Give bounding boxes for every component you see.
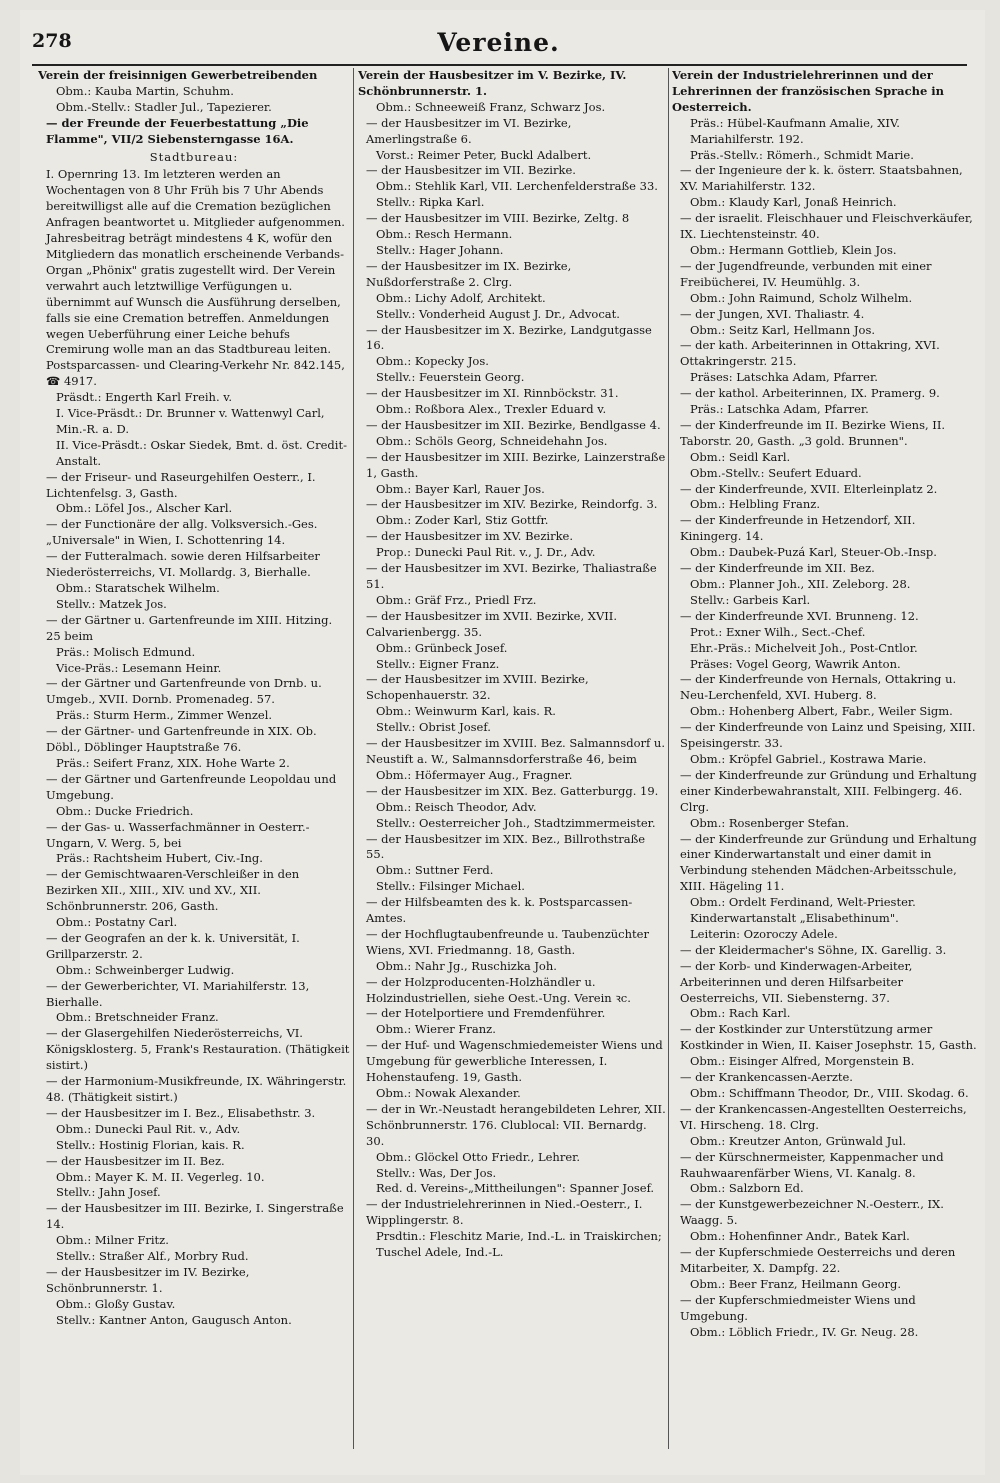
officer-line: Präs.: Rachtsheim Hubert, Civ.-Ing. [56, 851, 263, 866]
column-3 [672, 68, 978, 1451]
entry: — der Gärtner und Gartenfreunde Leopoldau und Umgebung. [46, 771, 337, 802]
officer-line: Obm.: Löfel Jos., Alscher Karl. [56, 501, 233, 516]
entry: — der Kupferschmiede Oesterreichs und deren Mitarbeiter, X. Dampfg. 22. [680, 1245, 956, 1275]
entry: — der Jugendfreunde, verbunden mit einer Freibücherei, IV. Heumühlg. 3. [680, 258, 932, 289]
officer-line: Präs.: Hübel-Kaufmann Amalie, XIV. Mariahilferstr. 192. [690, 115, 900, 146]
entry: — der Harmonium-Musikfreunde, IX. Währingerstr. 48. (Thätigkeit sistirt.) [46, 1074, 347, 1104]
entry: — der Kinderfreunde zur Gründung und Erhaltung einer Kinderwartanstalt und einer damit in Verbindung stehenden Mädchen-Arbeitsschule, XIII. Hägeling 11. [680, 831, 977, 894]
officer-line: Obm.: Gräf Frz., Priedl Frz. [376, 592, 537, 607]
entry: — der Kinderfreunde XVI. Brunneng. 12. [680, 608, 919, 623]
officer-line: Obm.: Dunecki Paul Rit. v., Adv. [56, 1121, 241, 1136]
officer-line: Obm.-Stellv.: Seufert Eduard. [690, 465, 862, 480]
officer-line: Obm.: Roßbora Alex., Trexler Eduard v. [376, 402, 607, 417]
officer-line: Stellv.: Oesterreicher Joh., Stadtzimmermeister. [376, 815, 656, 830]
officer-line: Stellv.: Eigner Franz. [376, 656, 500, 671]
officer-line: Obm.: John Raimund, Scholz Wilhelm. [690, 290, 913, 305]
officer-line: Obm.: Ducke Friedrich. [56, 803, 194, 818]
officer-line: Obm.: Seidl Karl. [690, 449, 791, 464]
officer-line: Obm.: Postatny Carl. [56, 915, 178, 930]
entry: — der Kleidermacher's Söhne, IX. Garellig. 3. [680, 942, 947, 957]
entry: — der Kinderfreunde von Hernals, Ottakring u. Neu-Lerchenfeld, XVI. Huberg. 8. [680, 672, 957, 703]
entry: — der Geografen an der k. k. Universität, I. Grillparzerstr. 2. [46, 930, 300, 961]
entry: — der Gemischtwaaren-Verschleißer in den Bezirken XII., XIII., XIV. und XV., XII. Schönbrunnerstr. 206, Gasth. [46, 867, 300, 914]
entry: — der Kostkinder zur Unterstützung armer Kostkinder in Wien, II. Kaiser Josephstr. 15, Gasth. [680, 1022, 977, 1053]
entry: — der Kürschnermeister, Kappenmacher und Rauhwaarenfärber Wiens, VI. Kanalg. 8. [680, 1149, 944, 1180]
officer-line: Obm.: Klaudy Karl, Jonaß Heinrich. [690, 195, 897, 210]
officer-line: Obm.: Glöckel Otto Friedr., Lehrer. [376, 1149, 581, 1164]
officer-line: Stellv.: Feuerstein Georg. [376, 370, 525, 385]
entry: — der Hausbesitzer im II. Bez. [46, 1153, 225, 1168]
officer-line: Stellv.: Obrist Josef. [376, 720, 491, 735]
officer-line: Obm.: Nowak Alexander. [376, 1086, 521, 1100]
officer-line: Obm.: Hermann Gottlieb, Klein Jos. [690, 242, 897, 257]
entry: — der Huf- und Wagenschmiedemeister Wiens und Umgebung für gewerbliche Interessen, I. Hohenstaufeng. 19, Gasth. [366, 1038, 663, 1085]
entry: — der Kinderfreunde in Hetzendorf, XII. Kiningerg. 14. [680, 513, 916, 544]
officer-line: Obm.: Salzborn Ed. [690, 1181, 804, 1196]
officer-line: Leiterin: Ozoroczy Adele. [690, 926, 838, 941]
officer-line: Obm.: Staratschek Wilhelm. [56, 581, 220, 595]
entry: — der Hausbesitzer im X. Bezirke, Landgutgasse 16. [366, 322, 652, 353]
officer-line: Stellv.: Garbeis Karl. [690, 592, 811, 607]
page-title: Vereine. [437, 28, 560, 57]
entry: — der israelit. Fleischhauer und Fleischverkäufer, IX. Liechtensteinstr. 40. [680, 211, 973, 242]
officer-line: Obm.: Planner Joh., XII. Zeleborg. 28. [690, 577, 911, 591]
entry: — der Hausbesitzer im XV. Bezirke. [366, 529, 574, 544]
officer-line: Obm.: Seitz Karl, Hellmann Jos. [690, 322, 876, 337]
page [20, 10, 985, 1475]
officer-line: Obm.: Eisinger Alfred, Morgenstein B. [690, 1054, 915, 1069]
section-heading: Stadtbureau: [149, 149, 239, 164]
column-divider-2 [668, 68, 669, 1449]
officer-line: Obm.: Kopecky Jos. [376, 354, 489, 369]
entry: — der Hausbesitzer im IV. Bezirke, Schönbrunnerstr. 1. [46, 1264, 250, 1295]
entry: — der Hausbesitzer im XIII. Bezirke, Lainzerstraße 1, Gasth. [366, 449, 666, 480]
officer-line: Obm.: Suttner Ferd. [376, 863, 494, 878]
officer-line: Obm.: Mayer K. M. II. Vegerleg. 10. [56, 1169, 265, 1184]
officer-line: II. Vice-Präsdt.: Oskar Siedek, Bmt. d. öst. Credit-Anstalt. [56, 437, 347, 468]
officer-line: Stellv.: Ripka Karl. [376, 195, 485, 210]
officer-line: Obm.: Schneeweiß Franz, Schwarz Jos. [376, 99, 606, 114]
officer-line: Obm.: Resch Hermann. [376, 227, 513, 242]
officer-line: Prop.: Dunecki Paul Rit. v., J. Dr., Adv. [376, 545, 596, 560]
entry: — der Kinderfreunde zur Gründung und Erhaltung einer Kinderbewahranstalt, XIII. Felbingerg. 46. Clrg. [680, 767, 977, 814]
entry: — der Hausbesitzer im XVIII. Bez. Salmannsdorf u. Neustift a. W., Salmannsdorferstraße 46, beim [366, 736, 665, 766]
officer-line: Obm.: Höfermayer Aug., Fragner. [376, 767, 573, 782]
entry: — der Friseur- und Raseurgehilfen Oesterr., I. Lichtenfelsg. 3, Gasth. [46, 469, 316, 500]
officer-line: Stellv.: Vonderheid August J. Dr., Advocat. [376, 306, 620, 321]
officer-line: Stellv.: Straßer Alf., Morbry Rud. [56, 1249, 249, 1264]
entry: — der Krankencassen-Angestellten Oesterreichs, VI. Hirscheng. 18. Clrg. [680, 1101, 967, 1132]
officer-line: Obm.: Löblich Friedr., IV. Gr. Neug. 28. [690, 1324, 919, 1339]
officer-line: Obm.: Helbling Franz. [690, 497, 820, 512]
officer-line: Obm.: Reisch Theodor, Adv. [376, 799, 537, 814]
entry: — der Gärtner u. Gartenfreunde im XIII. Hitzing. 25 beim [46, 612, 333, 643]
officer-line: Obm.: Milner Fritz. [56, 1233, 169, 1248]
column-2 [358, 68, 666, 1451]
entry: — der Hausbesitzer im XVI. Bezirke, Thaliastraße 51. [366, 561, 657, 591]
officer-line: I. Vice-Präsdt.: Dr. Brunner v. Wattenwyl Carl, Min.-R. a. D. [56, 406, 325, 436]
officer-line: Präs.: Molisch Edmund. [56, 644, 196, 659]
entry: — der kathol. Arbeiterinnen, IX. Pramerg. 9. [680, 386, 940, 401]
entry: — der Hausbesitzer im XIV. Bezirke, Reindorfg. 3. [366, 497, 658, 512]
entry: — der Hausbesitzer im XIX. Bez., Billrothstraße 55. [366, 831, 646, 862]
entry: — der in Wr.-Neustadt herangebildeten Lehrer, XII. Schönbrunnerstr. 176. Clublocal: VII. Bernardg. 30. [366, 1101, 666, 1148]
officer-line: Stellv.: Jahn Josef. [56, 1185, 161, 1200]
officer-line: Obm.: Kröpfel Gabriel., Kostrawa Marie. [690, 751, 927, 766]
officer-line: Obm.: Grünbeck Josef. [376, 640, 508, 655]
entry: — der Kunstgewerbezeichner N.-Oesterr., IX. Waagg. 5. [680, 1197, 944, 1228]
officer-line: Obm.: Bretschneider Franz. [56, 1010, 219, 1025]
entry: Verein der Hausbesitzer im V. Bezirke, IV. Schönbrunnerstr. 1. [358, 68, 627, 98]
entry: — der Gas- u. Wasserfachmänner in Oesterr.-Ungarn, V. Werg. 5, bei [46, 819, 310, 850]
officer-line: Obm.: Ordelt Ferdinand, Welt-Priester. [690, 895, 916, 910]
officer-line: Stellv.: Matzek Jos. [56, 596, 167, 611]
officer-line: Obm.: Rach Karl. [690, 1006, 791, 1021]
entry: — der Hausbesitzer im VI. Bezirke, Amerlingstraße 6. [366, 115, 572, 146]
officer-line: Obm.: Bayer Karl, Rauer Jos. [376, 481, 545, 496]
entry: — der Glasergehilfen Niederösterreichs, VI. Königsklosterg. 5, Frank's Restauration. (Thätigkeit sistirt.) [46, 1026, 350, 1073]
entry: — der Hochflugtaubenfreunde u. Taubenzüchter Wiens, XVI. Friedmanng. 18, Gasth. [366, 926, 649, 957]
officer-line: Stellv.: Hostinig Florian, kais. R. [56, 1137, 245, 1152]
entry: — der Futteralmach. sowie deren Hilfsarbeiter Niederösterreichs, VI. Mollardg. 3, Bierhalle. [46, 549, 320, 580]
entry: — der Kinderfreunde im XII. Bez. [680, 561, 875, 576]
entry: — der Industrielehrerinnen in Nied.-Oesterr., I. Wipplingerstr. 8. [366, 1197, 643, 1228]
entry: — der Hausbesitzer im XI. Rinnböckstr. 31. [366, 386, 619, 401]
header-rule [32, 64, 967, 66]
officer-line: Obm.: Hohenberg Albert, Fabr., Weiler Sigm. [690, 704, 953, 719]
entry: — der Hausbesitzer im III. Bezirke, I. Singerstraße 14. [46, 1201, 344, 1232]
officer-line: Stellv.: Hager Johann. [376, 242, 504, 257]
officer-line: Red. d. Vereins-„Mittheilungen": Spanner Josef. [376, 1181, 655, 1196]
officer-line: Obm.: Schöls Georg, Schneidehahn Jos. [376, 433, 608, 448]
officer-line: Obm.: Nahr Jg., Ruschizka Joh. [376, 958, 557, 973]
entry: — der Hausbesitzer im IX. Bezirke, Nußdorferstraße 2. Clrg. [366, 258, 572, 289]
officer-line: Präs.: Sturm Herm., Zimmer Wenzel. [56, 708, 273, 723]
column-1 [38, 68, 350, 1451]
officer-line: Obm.: Rosenberger Stefan. [690, 815, 850, 830]
entry: — der kath. Arbeiterinnen in Ottakring, XVI. Ottakringerstr. 215. [680, 338, 940, 369]
entry: — der Jungen, XVI. Thaliastr. 4. [680, 306, 865, 321]
entry: — der Hotelportiere und Fremdenführer. [366, 1006, 606, 1021]
officer-line: Prsdtin.: Fleschitz Marie, Ind.-L. in Traiskirchen; Tuschel Adele, Ind.-L. [376, 1229, 662, 1260]
officer-line: Präses: Latschka Adam, Pfarrer. [690, 370, 878, 385]
entry: — der Hilfsbeamten des k. k. Postsparcassen-Amtes. [366, 895, 633, 926]
officer-line: Obm.: Daubek-Puzá Karl, Steuer-Ob.-Insp. [690, 545, 937, 560]
officer-line: Obm.: Kauba Martin, Schuhm. [56, 83, 234, 98]
entry: — der Holzproducenten-Holzhändler u. Holzindustriellen, siehe Oest.-Ung. Verein ꝛc. [366, 974, 631, 1005]
officer-line: Präsdt.: Engerth Karl Freih. v. [56, 390, 233, 405]
entry: — der Kinderfreunde von Lainz und Speising, XIII. Speisingerstr. 33. [680, 720, 976, 751]
officer-line: Präs.: Latschka Adam, Pfarrer. [690, 402, 869, 417]
entry: Verein der freisinnigen Gewerbetreibenden [38, 68, 318, 82]
officer-line: Obm.: Gloßy Gustav. [56, 1296, 176, 1311]
entry: — der Hausbesitzer im XII. Bezirke, Bendlgasse 4. [366, 417, 661, 432]
entry: — der Hausbesitzer im XVIII. Bezirke, Schopenhauerstr. 32. [366, 672, 589, 703]
officer-line: Obm.: Stehlik Karl, VII. Lerchenfelderstraße 33. [376, 179, 658, 194]
officer-line: Stellv.: Kantner Anton, Gaugusch Anton. [56, 1312, 292, 1327]
entry: — der Gewerberichter, VI. Mariahilferstr. 13, Bierhalle. [46, 978, 310, 1009]
officer-line: Ehr.-Präs.: Michelveit Joh., Post-Cntlor. [690, 640, 918, 655]
officer-line: Präs.-Stellv.: Römerh., Schmidt Marie. [690, 147, 914, 162]
officer-line: Obm.: Schweinberger Ludwig. [56, 962, 235, 977]
entry: I. Opernring 13. Im letzteren werden an Wochentagen von 8 Uhr Früh bis 7 Uhr Abends bereitwilligst alle auf die Cremation bezüglichen Anfragen beantwortet u. Mitglieder aufgenommen. Jahresbeitrag beträgt mindestens 4 K, wofür den Mitgliedern das monatlich erscheinende Verbands-Organ „Phönix" gratis zugestellt wird. Der Verein verwahrt auch letztwillige Verfügungen u. übernimmt auf Wunsch die Ausführung derselben, falls sie eine Cremation betreffen. Anmeldungen wegen Ueberführung einer Leiche behufs Cremirung wolle man an das Stadtbureau leiten. Postsparcassen- und Clearing-Verkehr Nr. 842.145, ☎ 4917. [46, 167, 345, 389]
officer-line: Obm.: Weinwurm Karl, kais. R. [376, 704, 556, 719]
officer-line: Obm.: Hohenfinner Andr., Batek Karl. [690, 1229, 910, 1244]
page-header [32, 26, 965, 62]
officer-line: Obm.: Lichy Adolf, Architekt. [376, 290, 546, 305]
officer-line: Obm.-Stellv.: Stadler Jul., Tapezierer. [56, 99, 272, 114]
officer-line: Obm.: Wierer Franz. [376, 1022, 496, 1037]
officer-line: Präs.: Seifert Franz, XIX. Hohe Warte 2. [56, 755, 290, 770]
officer-line: Stellv.: Was, Der Jos. [376, 1165, 497, 1180]
entry: Verein der Industrielehrerinnen und der Lehrerinnen der französischen Sprache in Oesterreich. [672, 68, 945, 114]
entry: — der Gärtner- und Gartenfreunde in XIX. Ob. Döbl., Döblinger Hauptstraße 76. [46, 724, 317, 755]
entry: — der Korb- und Kinderwagen-Arbeiter, Arbeiterinnen und deren Hilfsarbeiter Oesterreichs, VII. Siebensterng. 37. [680, 958, 913, 1005]
entry: — der Hausbesitzer im I. Bez., Elisabethstr. 3. [46, 1105, 316, 1120]
officer-line: Vice-Präs.: Lesemann Heinr. [56, 660, 222, 675]
officer-line: Obm.: Kreutzer Anton, Grünwald Jul. [690, 1133, 907, 1148]
entry: — der Kinderfreunde, XVII. Elterleinplatz 2. [680, 481, 938, 496]
entry: — der Hausbesitzer im VIII. Bezirke, Zeltg. 8 [366, 211, 630, 226]
officer-line: Präses: Vogel Georg, Wawrik Anton. [690, 656, 901, 671]
entry: — der Gärtner und Gartenfreunde von Drnb. u. Umgeb., XVII. Dornb. Promenadeg. 57. [46, 676, 322, 707]
column-divider-1 [353, 68, 354, 1449]
officer-line: Obm.: Zoder Karl, Stiz Gottfr. [376, 513, 549, 528]
officer-line: Prot.: Exner Wilh., Sect.-Chef. [690, 624, 866, 639]
entry: — der Functionäre der allg. Volksversich.-Ges. „Universale" in Wien, I. Schottenring 14. [46, 517, 318, 548]
page-number: 278 [32, 30, 72, 52]
officer-line: Kinderwartanstalt „Elisabethinum". [690, 911, 899, 926]
entry: — der Kinderfreunde im II. Bezirke Wiens, II. Taborstr. 20, Gasth. „3 gold. Brunnen". [680, 417, 946, 448]
entry: — der Ingenieure der k. k. österr. Staatsbahnen, XV. Mariahilferstr. 132. [680, 163, 963, 194]
entry: — der Kupferschmiedmeister Wiens und Umgebung. [680, 1292, 916, 1323]
entry: — der Hausbesitzer im VII. Bezirke. [366, 163, 576, 178]
officer-line: Stellv.: Filsinger Michael. [376, 879, 525, 894]
entry: — der Krankencassen-Aerzte. [680, 1070, 853, 1085]
entry: — der Hausbesitzer im XIX. Bez. Gatterburgg. 19. [366, 783, 659, 798]
officer-line: Obm.: Schiffmann Theodor, Dr., VIII. Skodag. 6. [690, 1086, 969, 1100]
entry: — der Freunde der Feuerbestattung „Die Flamme", VII/2 Siebensterngasse 16A. [46, 115, 309, 146]
officer-line: Obm.: Beer Franz, Heilmann Georg. [690, 1276, 902, 1291]
entry: — der Hausbesitzer im XVII. Bezirke, XVII. Calvarienbergg. 35. [366, 608, 617, 639]
officer-line: Vorst.: Reimer Peter, Buckl Adalbert. [376, 147, 592, 162]
